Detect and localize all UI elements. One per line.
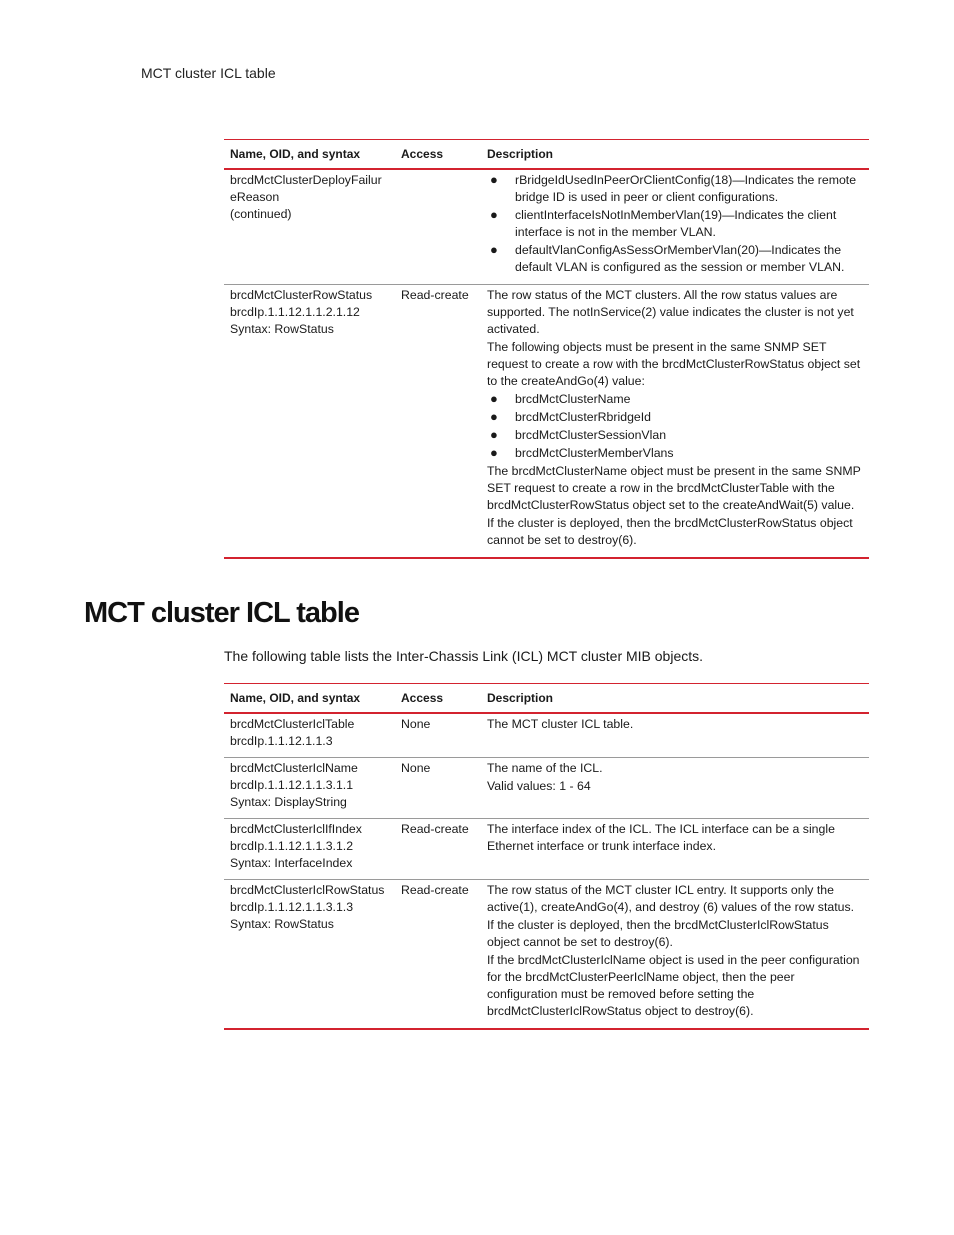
list-item: ● brcdMctClusterRbridgeId: [490, 409, 651, 424]
access-cell: [395, 169, 481, 285]
access-cell: None: [395, 758, 481, 819]
bullet-icon: ●: [490, 391, 498, 406]
column-header-description: Description: [481, 140, 869, 170]
description-paragraph: The MCT cluster ICL table.: [487, 717, 634, 731]
object-name-cell: [224, 819, 395, 880]
continued-note: (continued): [230, 207, 292, 221]
description-cell: [481, 880, 869, 1030]
bullet-list: [487, 172, 863, 276]
object-name-cell: [224, 758, 395, 819]
object-name-cell: [224, 880, 395, 1030]
object-name: brcdMctClusterIclRowStatus: [230, 883, 385, 897]
table-row: [224, 880, 869, 1030]
description-paragraph: The name of the ICL.: [487, 761, 603, 775]
running-header: MCT cluster ICL table: [141, 65, 276, 81]
table-row: [224, 285, 869, 559]
description-paragraph: If the cluster is deployed, then the brcdMctClusterRowStatus object cannot be set to destroy(6).: [487, 516, 853, 547]
object-syntax: Syntax: RowStatus: [230, 322, 334, 336]
description-paragraph: The interface index of the ICL. The ICL interface can be a single Ethernet interface or trunk interface index.: [487, 822, 835, 853]
list-item: ● defaultVlanConfigAsSessOrMemberVlan(20)—Indicates the default VLAN is configured as the session or member VLAN.: [490, 242, 845, 274]
table-header-row: [224, 140, 869, 170]
object-name: brcdMctClusterDeployFailur: [230, 173, 382, 187]
column-header-access: Access: [395, 140, 481, 170]
list-item: ● brcdMctClusterMemberVlans: [490, 445, 674, 460]
list-item: ● clientInterfaceIsNotInMemberVlan(19)—Indicates the client interface is not in the member VLAN.: [490, 207, 837, 239]
description-cell: [481, 285, 869, 559]
bullet-icon: ●: [490, 207, 498, 222]
description-paragraph: The brcdMctClusterName object must be present in the same SNMP SET request to create a row in the brcdMctClusterTable with the brcdMctClusterRowStatus object set to the createAndWait(5) value.: [487, 464, 861, 512]
description-paragraph: The row status of the MCT cluster ICL entry. It supports only the active(1), createAndGo(4), and destroy (6) values of the row status.: [487, 883, 855, 914]
description-paragraph: The row status of the MCT clusters. All the row status values are supported. The notInService(2) value indicates the cluster is not yet activated.: [487, 288, 854, 336]
table-row: [224, 169, 869, 285]
description-paragraph: If the brcdMctClusterIclName object is used in the peer configuration for the brcdMctClusterPeerIclName object, then the peer configuration must be removed before setting the brcdMctClusterIclRowStatus object to destroy(6).: [487, 953, 860, 1018]
description-cell: [481, 713, 869, 758]
mib-objects-table-continued: [224, 139, 869, 559]
access-cell: Read-create: [395, 819, 481, 880]
column-header-description: Description: [481, 684, 869, 714]
section-title: MCT cluster ICL table: [84, 597, 359, 629]
list-item: ● brcdMctClusterName: [490, 391, 631, 406]
object-oid: brcdIp.1.1.12.1.1.3.1.3: [230, 900, 354, 914]
column-header-name: Name, OID, and syntax: [224, 140, 395, 170]
object-name-continued: eReason: [230, 190, 280, 204]
description-paragraph: If the cluster is deployed, then the brcdMctClusterIclRowStatus object cannot be set to destroy(6).: [487, 918, 829, 949]
object-syntax: Syntax: DisplayString: [230, 795, 347, 809]
object-oid: brcdIp.1.1.12.1.1.3: [230, 734, 333, 748]
bullet-list: [487, 391, 863, 462]
object-oid: brcdIp.1.1.12.1.1.3.1.2: [230, 839, 354, 853]
mct-cluster-icl-table: [224, 683, 869, 1030]
object-name-cell: [224, 169, 395, 285]
table-header-row: [224, 684, 869, 714]
column-header-access: Access: [395, 684, 481, 714]
object-name: brcdMctClusterIclTable: [230, 717, 355, 731]
table-row: [224, 819, 869, 880]
object-oid: brcdIp.1.1.12.1.1.3.1.1: [230, 778, 354, 792]
list-item: ● brcdMctClusterSessionVlan: [490, 427, 667, 442]
object-syntax: Syntax: RowStatus: [230, 917, 334, 931]
description-paragraph: Valid values: 1 - 64: [487, 779, 591, 793]
object-name-cell: [224, 285, 395, 559]
object-oid: brcdIp.1.1.12.1.1.2.1.12: [230, 305, 360, 319]
access-cell: None: [395, 713, 481, 758]
access-cell: Read-create: [395, 880, 481, 1030]
bullet-icon: ●: [490, 427, 498, 442]
object-name-cell: [224, 713, 395, 758]
list-item: ● rBridgeIdUsedInPeerOrClientConfig(18)—Indicates the remote bridge ID is used in peer or client configurations.: [490, 172, 857, 204]
object-name: brcdMctClusterRowStatus: [230, 288, 373, 302]
object-name: brcdMctClusterIclName: [230, 761, 358, 775]
bullet-icon: ●: [490, 409, 498, 424]
description-cell: [481, 169, 869, 285]
description-cell: [481, 758, 869, 819]
section-intro: The following table lists the Inter-Chassis Link (ICL) MCT cluster MIB objects.: [224, 648, 704, 664]
access-cell: Read-create: [395, 285, 481, 559]
table-row: [224, 713, 869, 758]
table-row: [224, 758, 869, 819]
bullet-icon: ●: [490, 445, 498, 460]
object-syntax: Syntax: InterfaceIndex: [230, 856, 353, 870]
bullet-icon: ●: [490, 242, 498, 257]
column-header-name: Name, OID, and syntax: [224, 684, 395, 714]
description-cell: [481, 819, 869, 880]
description-paragraph: The following objects must be present in the same SNMP SET request to create a row with the brcdMctClusterRowStatus object set to the createAndGo(4) value:: [487, 340, 861, 388]
bullet-icon: ●: [490, 172, 498, 187]
object-name: brcdMctClusterIclIfIndex: [230, 822, 362, 836]
